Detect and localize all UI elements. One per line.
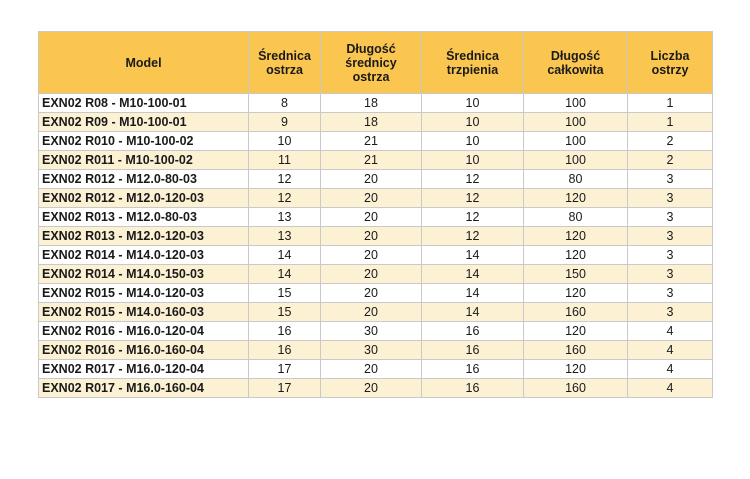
cell-blade-diameter: 17 xyxy=(249,360,321,379)
cell-blade-diameter-length: 20 xyxy=(321,360,422,379)
cell-blade-diameter-length: 30 xyxy=(321,341,422,360)
header-line: całkowita xyxy=(547,62,604,77)
cell-total-length: 80 xyxy=(524,208,628,227)
cell-blade-diameter-length: 20 xyxy=(321,208,422,227)
cell-flutes: 3 xyxy=(628,189,713,208)
header-model xyxy=(39,32,249,94)
header-line: ostrzy xyxy=(651,62,689,77)
cell-model: EXN02 R012 - M12.0-80-03 xyxy=(39,170,249,189)
cell-flutes: 3 xyxy=(628,303,713,322)
table-row xyxy=(39,360,713,379)
cell-model: EXN02 R012 - M12.0-120-03 xyxy=(39,189,249,208)
cell-shank-diameter: 12 xyxy=(422,208,524,227)
cell-blade-diameter-length: 20 xyxy=(321,170,422,189)
cell-blade-diameter-length: 20 xyxy=(321,189,422,208)
cell-flutes: 3 xyxy=(628,208,713,227)
cell-shank-diameter: 10 xyxy=(422,151,524,170)
cell-shank-diameter: 14 xyxy=(422,265,524,284)
cell-shank-diameter: 10 xyxy=(422,132,524,151)
header-line: średnicy xyxy=(345,55,397,70)
cell-model: EXN02 R016 - M16.0-120-04 xyxy=(39,322,249,341)
cell-blade-diameter: 16 xyxy=(249,322,321,341)
cell-blade-diameter: 11 xyxy=(249,151,321,170)
cell-shank-diameter: 10 xyxy=(422,94,524,113)
table-row xyxy=(39,132,713,151)
cell-blade-diameter: 15 xyxy=(249,303,321,322)
cell-shank-diameter: 12 xyxy=(422,170,524,189)
cell-total-length: 160 xyxy=(524,303,628,322)
cell-model: EXN02 R014 - M14.0-120-03 xyxy=(39,246,249,265)
table-row xyxy=(39,227,713,246)
table-row xyxy=(39,208,713,227)
cell-blade-diameter: 14 xyxy=(249,246,321,265)
cell-flutes: 4 xyxy=(628,322,713,341)
header-line: Średnica xyxy=(446,48,499,63)
cell-flutes: 4 xyxy=(628,360,713,379)
cell-shank-diameter: 14 xyxy=(422,284,524,303)
cell-blade-diameter: 8 xyxy=(249,94,321,113)
cell-blade-diameter-length: 21 xyxy=(321,151,422,170)
cell-model: EXN02 R013 - M12.0-120-03 xyxy=(39,227,249,246)
cell-model: EXN02 R017 - M16.0-120-04 xyxy=(39,360,249,379)
table-row xyxy=(39,379,713,398)
table-row xyxy=(39,189,713,208)
header-shank-diameter xyxy=(422,32,524,94)
cell-shank-diameter: 14 xyxy=(422,303,524,322)
table-row xyxy=(39,113,713,132)
cell-flutes: 1 xyxy=(628,94,713,113)
table-row xyxy=(39,322,713,341)
cell-shank-diameter: 16 xyxy=(422,322,524,341)
cell-total-length: 160 xyxy=(524,341,628,360)
cell-total-length: 120 xyxy=(524,246,628,265)
cell-blade-diameter: 17 xyxy=(249,379,321,398)
cell-model: EXN02 R015 - M14.0-120-03 xyxy=(39,284,249,303)
table-row xyxy=(39,284,713,303)
cell-shank-diameter: 16 xyxy=(422,341,524,360)
cell-blade-diameter: 14 xyxy=(249,265,321,284)
table-row xyxy=(39,94,713,113)
table-row xyxy=(39,341,713,360)
cell-shank-diameter: 12 xyxy=(422,189,524,208)
cell-flutes: 3 xyxy=(628,246,713,265)
cell-blade-diameter: 15 xyxy=(249,284,321,303)
cell-total-length: 100 xyxy=(524,113,628,132)
header-line: Model xyxy=(125,55,162,70)
cell-blade-diameter: 12 xyxy=(249,189,321,208)
cell-shank-diameter: 14 xyxy=(422,246,524,265)
cell-total-length: 120 xyxy=(524,322,628,341)
cell-shank-diameter: 16 xyxy=(422,379,524,398)
cell-total-length: 100 xyxy=(524,94,628,113)
header-blade-diameter-length xyxy=(321,32,422,94)
header-line: trzpienia xyxy=(446,62,499,77)
cell-model: EXN02 R010 - M10-100-02 xyxy=(39,132,249,151)
header-row xyxy=(39,32,713,94)
cell-blade-diameter: 12 xyxy=(249,170,321,189)
cell-shank-diameter: 12 xyxy=(422,227,524,246)
cell-flutes: 4 xyxy=(628,341,713,360)
table-row xyxy=(39,246,713,265)
cell-total-length: 150 xyxy=(524,265,628,284)
cell-blade-diameter-length: 20 xyxy=(321,303,422,322)
table-row xyxy=(39,151,713,170)
cell-flutes: 3 xyxy=(628,170,713,189)
cell-total-length: 120 xyxy=(524,189,628,208)
cell-total-length: 80 xyxy=(524,170,628,189)
cell-total-length: 100 xyxy=(524,151,628,170)
cell-model: EXN02 R015 - M14.0-160-03 xyxy=(39,303,249,322)
header-line: ostrza xyxy=(352,69,390,84)
cell-flutes: 2 xyxy=(628,151,713,170)
cell-total-length: 100 xyxy=(524,132,628,151)
cell-flutes: 2 xyxy=(628,132,713,151)
cell-blade-diameter-length: 20 xyxy=(321,246,422,265)
table-row xyxy=(39,170,713,189)
cell-shank-diameter: 10 xyxy=(422,113,524,132)
table-body xyxy=(39,94,713,398)
cell-blade-diameter-length: 18 xyxy=(321,94,422,113)
cell-flutes: 3 xyxy=(628,284,713,303)
header-total-length xyxy=(524,32,628,94)
cell-blade-diameter: 9 xyxy=(249,113,321,132)
cell-model: EXN02 R013 - M12.0-80-03 xyxy=(39,208,249,227)
cell-blade-diameter-length: 20 xyxy=(321,284,422,303)
cell-total-length: 120 xyxy=(524,227,628,246)
cell-blade-diameter: 16 xyxy=(249,341,321,360)
cell-model: EXN02 R016 - M16.0-160-04 xyxy=(39,341,249,360)
cell-flutes: 3 xyxy=(628,265,713,284)
cell-total-length: 120 xyxy=(524,360,628,379)
table-row xyxy=(39,265,713,284)
cell-blade-diameter-length: 30 xyxy=(321,322,422,341)
cell-model: EXN02 R09 - M10-100-01 xyxy=(39,113,249,132)
header-line: Długość xyxy=(550,48,601,63)
cell-blade-diameter-length: 20 xyxy=(321,265,422,284)
header-flutes xyxy=(628,32,713,94)
cell-flutes: 3 xyxy=(628,227,713,246)
cell-blade-diameter-length: 21 xyxy=(321,132,422,151)
header-line: Średnica xyxy=(258,48,311,63)
cell-blade-diameter-length: 20 xyxy=(321,227,422,246)
table-header xyxy=(39,32,713,94)
header-line: Długość xyxy=(346,41,396,56)
cell-total-length: 160 xyxy=(524,379,628,398)
header-line: ostrza xyxy=(266,62,303,77)
cell-shank-diameter: 16 xyxy=(422,360,524,379)
cell-flutes: 1 xyxy=(628,113,713,132)
cell-model: EXN02 R08 - M10-100-01 xyxy=(39,94,249,113)
cell-blade-diameter: 13 xyxy=(249,208,321,227)
cell-model: EXN02 R011 - M10-100-02 xyxy=(39,151,249,170)
header-blade-diameter xyxy=(249,32,321,94)
cell-model: EXN02 R017 - M16.0-160-04 xyxy=(39,379,249,398)
cell-blade-diameter-length: 18 xyxy=(321,113,422,132)
table-row xyxy=(39,303,713,322)
header-line: Liczba xyxy=(650,48,690,63)
spec-table xyxy=(38,31,713,398)
cell-total-length: 120 xyxy=(524,284,628,303)
cell-flutes: 4 xyxy=(628,379,713,398)
cell-blade-diameter-length: 20 xyxy=(321,379,422,398)
cell-blade-diameter: 10 xyxy=(249,132,321,151)
cell-blade-diameter: 13 xyxy=(249,227,321,246)
cell-model: EXN02 R014 - M14.0-150-03 xyxy=(39,265,249,284)
